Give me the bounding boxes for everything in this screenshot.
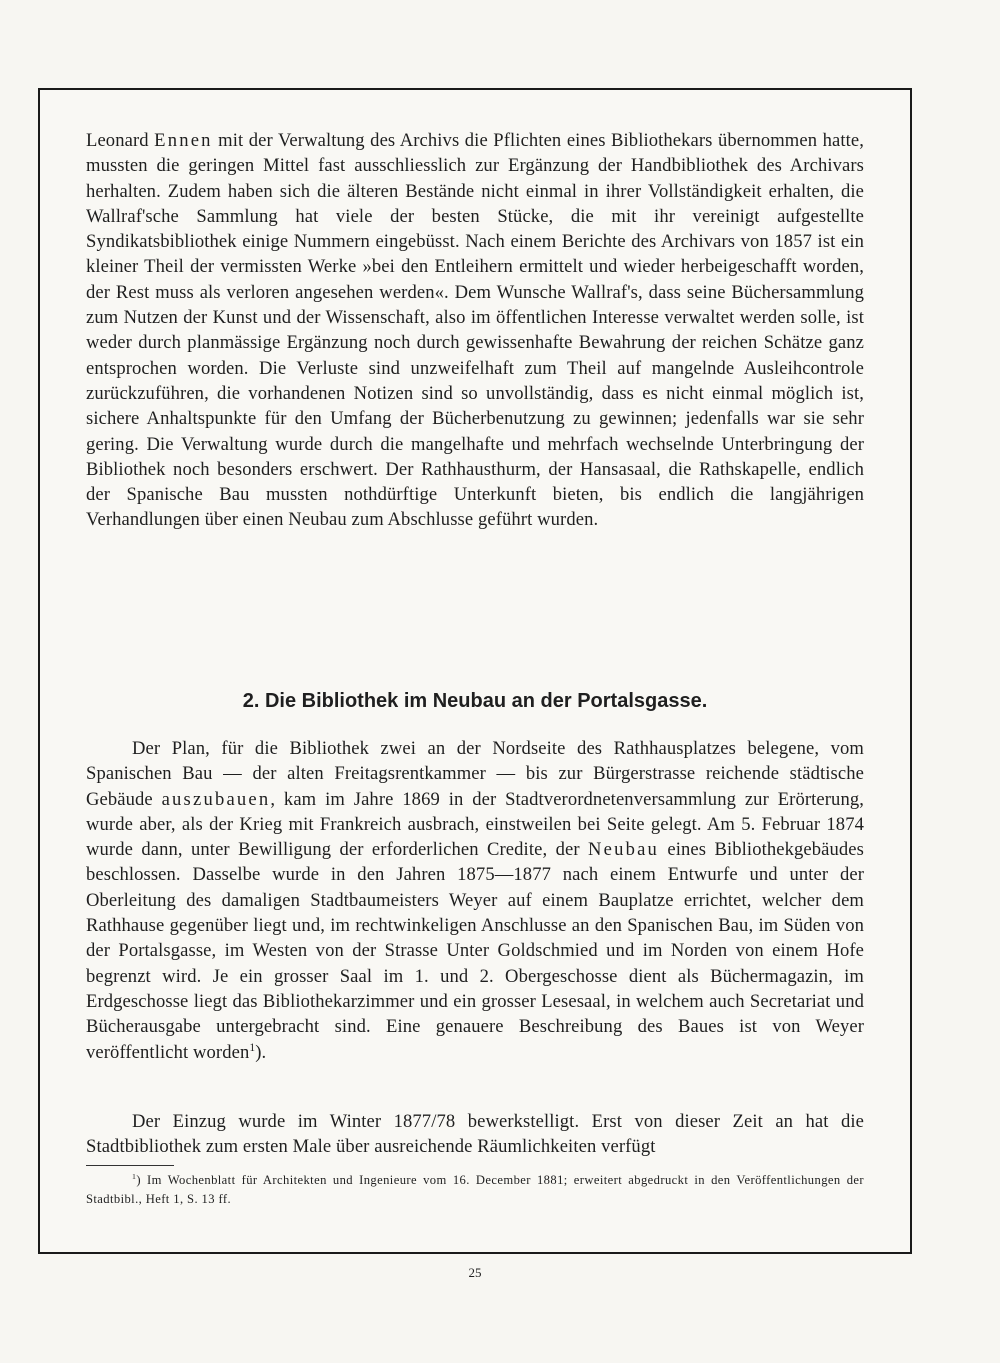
paragraph-2-text-d: ). — [255, 1041, 267, 1063]
paragraph-2-text-a: Der Plan, für die Bibliothek zwei an der Nordseite des Rathhausplatzes belegene, vom Spanischen Bau — der alten Freitagsrentkammer — bis zur Bürgerstrasse reichende städtische Gebäude — [86, 738, 864, 810]
spaced-word-auszubauen: auszubauen — [161, 788, 271, 810]
footnote — [86, 1171, 864, 1209]
body-paragraph-3: Der Einzug wurde im Winter 1877/78 bewerkstelligt. Erst von dieser Zeit an hat die Stadtbibliothek zum ersten Male über ausreichende Räumlichkeiten verfügt — [86, 1111, 864, 1158]
paragraph-1-text-b: mit der Verwaltung des Archivs die Pflichten eines Bibliothekars übernommen hatte, mussten die geringen Mittel fast ausschliesslich zur Ergänzung der Handbibliothek des Archivars herhalten. Zudem haben sich die älteren Bestände nicht einmal in ihrer Vollständigkeit erhalten, die Wallraf'sche Sammlung hat viele der besten Stücke, die mit ihr vereinigt aufgestellte Syndikatsbibliothek einige Nummern eingebüsst. Nach einem Berichte des Archivars von 1857 ist ein kleiner Theil der vermissten Werke »bei den Entleihern ermittelt und wieder herbeigeschafft worden, der Rest muss als verloren angesehen werden«. Dem Wunsche Wallraf's, dass seine Büchersammlung zum Nutzen der Kunst und der Wissenschaft, also im öffentlichen Interesse verwaltet werden solle, ist weder durch planmässige Ergänzung noch durch gewissenhafte Bewahrung der reichen Schätze ganz entsprochen worden. Die Verluste sind unzweifelhaft zum Theil auf mangelnde Ausleihcontrole zurückzuführen, die vorhandenen Notizen sind so unvollständig, dass es nicht einmal möglich ist, sichere Anhaltspunkte für den Umfang der Bücherbenutzung zu gewinnen; jedenfalls war sie sehr gering. Die Verwaltung wurde durch die mangelhafte und mehrfach wechselnde Unterbringung der Bibliothek noch besonders erschwert. Der Rathhausthurm, der Hansasaal, die Rathskapelle, endlich der Spanische Bau mussten nothdürftige Unterkunft bieten, bis endlich die langjährigen Verhandlungen über einen Neubau zum Abschlusse geführt wurden. — [86, 130, 864, 531]
paragraph-2-text-c: eines Bibliothekgebäudes beschlossen. Dasselbe wurde in den Jahren 1875—1877 nach einem Entwurfe und unter der Oberleitung des damaligen Stadtbaumeisters Weyer auf einem Bauplatze errichtet, welcher dem Rathhause gegenüber liegt und, im rechtwinkeligen Anschlusse an den Spanischen Bau, im Süden von der Portalsgasse, im Westen von der Strasse Unter Goldschmied und im Norden von einem Hofe begrenzt wird. Je ein grosser Saal im 1. und 2. Obergeschosse dient als Büchermagazin, im Erdgeschosse liegt das Bibliothekarzimmer und ein grosser Lesesaal, in welchem auch Secretariat und Bücherausgabe untergebracht sind. Eine genauere Beschreibung des Baues ist von Weyer veröffentlicht worden — [86, 839, 864, 1063]
body-paragraph-2 — [86, 736, 864, 1065]
footnote-body — [86, 1171, 864, 1209]
page-number: 25 — [468, 1265, 482, 1280]
body-paragraph-1 — [86, 128, 864, 533]
paragraph-1-text-a: Leonard — [86, 130, 155, 151]
spaced-word-neubau: Neubau — [588, 839, 660, 861]
footnote-mark: 1 — [132, 1171, 137, 1181]
section-heading: 2. Die Bibliothek im Neubau an der Portalsgasse. — [242, 690, 708, 712]
footnote-divider — [86, 1165, 174, 1166]
footnote-text: ) Im Wochenblatt für Architekten und Ingenieure vom 16. December 1881; erweitert abgedruckt in den Veröffentlichungen der Stadtbibl., Heft 1, S. 13 ff. — [86, 1173, 864, 1206]
paragraph-2-text-b: , kam im Jahre 1869 in der Stadtverordnetenversammlung zur Erörterung, wurde aber, als der Krieg mit Frankreich ausbrach, einstweilen bei Seite gelegt. Am 5. Februar 1874 wurde dann, unter Bewilligung der erforderlichen Credite, der — [86, 788, 864, 861]
author-name-spaced: Ennen — [154, 130, 213, 151]
footnote-reference: 1 — [249, 1041, 256, 1054]
